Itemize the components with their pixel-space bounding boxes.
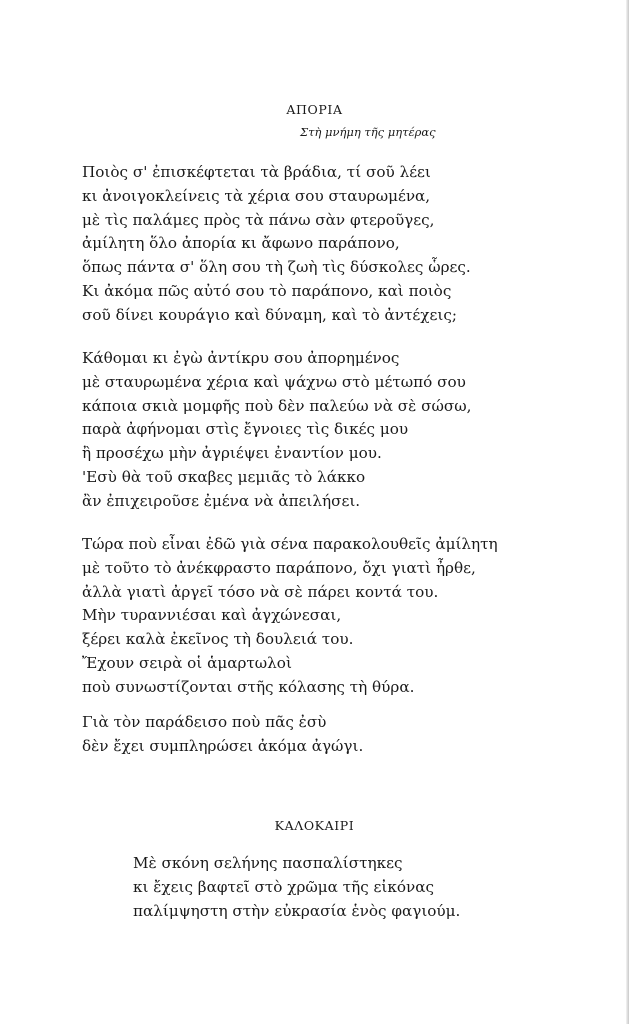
stanza-3 <box>82 533 498 700</box>
verse-line: μὲ σταυρωμένα χέρια καὶ ψάχνω στὸ μέτωπό σου <box>82 372 466 391</box>
verse-line: Μὲ σκόνη σελήνης πασπαλίστηκες <box>133 854 403 872</box>
stanza-2 <box>82 347 471 514</box>
poem-title-kalokairi: ΚΑΛΟΚΑΙΡΙ <box>274 818 355 833</box>
verse-line: 'Εσὺ θὰ τοῦ σκαβες μεμιᾶς τὸ λάκκο <box>82 467 366 486</box>
verse-line: ἀμίλητη ὅλο ἀπορία κι ἄφωνο παράπονο, <box>82 234 400 253</box>
verse-line: Γιὰ τὸν παράδεισο ποὺ πᾶς ἐσὺ <box>82 713 327 731</box>
verse-line: παλίμψηστη στὴν εὐκρασία ἑνὸς φαγιούμ. <box>133 901 461 920</box>
verse-line: Κάθομαι κι ἐγὼ ἀντίκρυ σου ἀπορημένος <box>82 349 400 367</box>
verse-line: δὲν ἔχει συμπληρώσει ἀκόμα ἀγώγι. <box>82 736 364 755</box>
stanza-1 <box>82 161 471 328</box>
poem-dedication: Στὴ μνήμη τῆς μητέρας <box>300 125 436 139</box>
verse-line: κάποια σκιὰ μομφῆς ποὺ δὲν παλεύω νὰ σὲ σώσω, <box>82 396 472 415</box>
verse-line: ὅπως πάντα σ' ὅλη σου τὴ ζωὴ τὶς δύσκολες ὧρες. <box>82 258 471 277</box>
verse-line: Ποιὸς σ' ἐπισκέφτεται τὰ βράδια, τί σοῦ λέει <box>82 163 431 181</box>
verse-line: Ἔχουν σειρὰ οἱ ἁμαρτωλοὶ <box>82 653 292 672</box>
verse-line: ἢ προσέχω μὴν ἀγριέψει ἐναντίον μου. <box>82 444 382 463</box>
stanza-4 <box>82 711 363 759</box>
verse-line: ξέρει καλὰ ἐκεῖνος τὴ δουλειά του. <box>82 630 354 649</box>
verse-line: ποὺ συνωστίζονται στῆς κόλασης τὴ θύρα. <box>82 677 415 696</box>
verse-line: μὲ τοῦτο τὸ ἀνέκφραστο παράπονο, ὄχι γιατὶ ἦρθε, <box>82 558 476 577</box>
verse-line: Μὴν τυραννιέσαι καὶ ἀγχώνεσαι, <box>82 606 342 625</box>
verse-line: Τώρα ποὺ εἶναι ἐδῶ γιὰ σένα παρακολουθεῖς ἀμίλητη <box>82 535 498 553</box>
verse-line: κι ἔχεις βαφτεῖ στὸ χρῶμα τῆς εἰκόνας <box>133 877 435 896</box>
verse-line: ἀλλὰ γιατὶ ἀργεῖ τόσο νὰ σὲ πάρει κοντά του. <box>82 582 439 601</box>
verse-line: μὲ τὶς παλάμες πρὸς τὰ πάνω σὰν φτεροῦγες, <box>82 210 435 229</box>
verse-line: Κι ἀκόμα πῶς αὐτό σου τὸ παράπονο, καὶ ποιὸς <box>82 281 452 300</box>
verse-line: κι ἀνοιγοκλείνεις τὰ χέρια σου σταυρωμένα, <box>82 186 431 205</box>
stanza-5 <box>133 852 460 923</box>
verse-line: ἂν ἐπιχειροῦσε ἐμένα νὰ ἀπειλήσει. <box>82 491 361 510</box>
verse-line: σοῦ δίνει κουράγιο καὶ δύναμη, καὶ τὸ ἀντέχεις; <box>82 305 457 324</box>
poem-title-aporia: ΑΠΟΡΙΑ <box>286 102 343 117</box>
verse-line: παρὰ ἀφήνομαι στὶς ἔγνοιες τὶς δικές μου <box>82 420 409 439</box>
